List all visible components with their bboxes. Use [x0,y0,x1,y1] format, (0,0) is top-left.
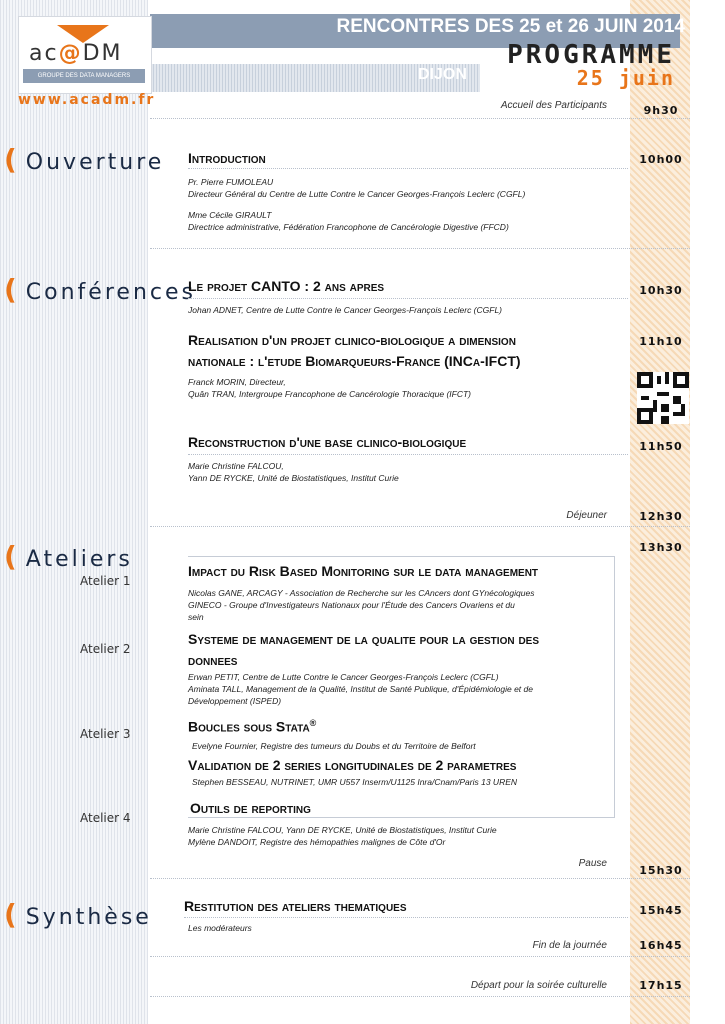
dejeuner-label: Déjeuner [566,510,607,521]
atelier1-title: Impact du Risk Based Monitoring sur le data management [188,563,539,579]
section-brace-icon: ( [4,273,20,306]
section-synthese: ( Synthèse [4,898,152,931]
atelier3-label: Atelier 3 [80,727,131,741]
qr-code-icon[interactable] [637,372,689,424]
divider [150,878,690,879]
atelier2-title: Systeme de management de la qualite pour la gestion des donnees [188,631,540,668]
time-conf2: 11h10 [639,335,683,348]
time-fin: 16h45 [639,939,683,952]
divider [188,454,628,455]
atelier2-label: Atelier 2 [80,642,131,656]
time-depart: 17h15 [639,979,683,992]
divider [188,168,628,169]
divider [150,526,690,527]
intro-title: Introduction [188,150,266,166]
atelier1-speaker: Nicolas GANE, ARCAGY - Association de Recherche sur les CAncers dont GYnécologiques GINECO - Groupe d'Investigateurs Nationaux pour l'Étude des Cancers Ovariens et du sein [188,588,535,622]
intro-speaker-1: Pr. Pierre FUMOLEAU Directeur Général du Centre de Lutte Contre le Cancer Georges-François Leclerc (CGFL) [188,177,526,199]
website-url[interactable]: www.acadm.fr [18,92,156,108]
synthese-speaker: Les modérateurs [188,923,252,933]
atelier4-label: Atelier 4 [80,811,131,825]
time-intro: 10h00 [639,153,683,166]
atelier3-speaker-b: Stephen BESSEAU, NUTRINET, UMR U557 Inserm/U1125 Inra/Cnam/Paris 13 UREN [192,777,518,787]
section-conferences: ( Conférences [4,273,196,306]
time-dejeuner: 12h30 [639,510,683,523]
divider [150,118,690,119]
atelier1-label: Atelier 1 [80,574,131,588]
atelier3-speaker-a: Evelyne Fournier, Registre des tumeurs du Doubs et du Territoire de Belfort [192,741,476,751]
city-label: DIJON [418,66,467,83]
conf2-title: Realisation d'un projet clinico-biologique a dimension nationale : l'etude Biomarqueurs-France (INCa-IFCT) [188,332,521,369]
intro-speaker-2: Mme Cécile GIRAULT Directrice administrative, Fédération Francophone de Cancérologie Digestive (FFCD) [188,210,509,232]
conf1-title: Le projet CANTO : 2 ans apres [188,278,385,294]
programme-day: 25 juin [576,66,675,90]
accueil-label: Accueil des Participants [500,100,607,111]
synthese-title: Restitution des ateliers thematiques [184,898,407,914]
conf3-speaker: Marie Christine FALCOU, Yann DE RYCKE, Unité de Biostatistiques, Institut Curie [188,461,399,483]
section-brace-icon: ( [4,143,20,176]
divider [150,996,690,997]
divider [188,298,628,299]
section-brace-icon: ( [4,898,20,931]
section-ouverture: ( Ouverture [4,143,165,176]
conf1-speaker: Johan ADNET, Centre de Lutte Contre le Cancer Georges-François Leclerc (CGFL) [188,305,503,315]
logo-subtitle: GROUPE DES DATA MANAGERS ACADEMIQUES [23,69,145,83]
time-ateliers: 13h30 [639,541,683,554]
acadm-logo [18,16,152,94]
atelier4-speaker: Marie Christine FALCOU, Yann DE RYCKE, Unité de Biostatistiques, Institut Curie Mylène DANDOIT, Registre des hémopathies malignes de Côte d'Or [188,825,497,847]
logo-wordmark: ac@DM [29,41,123,66]
conf2-speaker: Franck MORIN, Directeur, Quân TRAN, Intergroupe Francophone de Cancérologie Thoracique (IFCT) [188,377,472,399]
divider [184,917,628,918]
conf3-title: Reconstruction d'une base clinico-biologique [188,434,467,450]
divider [150,248,690,249]
atelier3-title-b: Validation de 2 series longitudinales de 2 parametres [188,757,517,773]
depart-label: Départ pour la soirée culturelle [470,980,607,991]
pause-label: Pause [578,858,607,869]
atelier2-speaker: Erwan PETIT, Centre de Lutte Contre le Cancer Georges-François Leclerc (CGFL) Aminata TALL, Management de la Qualité, Institut de Santé Publique, d'Épidémiologie et de Développement (ISPED) [188,672,533,706]
time-pause: 15h30 [639,864,683,877]
divider [150,956,690,957]
section-brace-icon: ( [4,540,20,573]
event-title: RENCONTRES DES 25 et 26 JUIN 2014 [336,16,685,37]
time-conf3: 11h50 [639,440,683,453]
time-synthese: 15h45 [639,904,683,917]
time-conf1: 10h30 [639,284,683,297]
atelier4-title: Outils de reporting [190,800,311,816]
time-accueil: 9h30 [643,104,679,117]
programme-heading: PROGRAMME [507,40,675,70]
section-ateliers: ( Ateliers [4,540,133,573]
atelier3-title-a: Boucles sous Stata® [188,718,317,735]
fin-label: Fin de la journée [532,940,607,951]
